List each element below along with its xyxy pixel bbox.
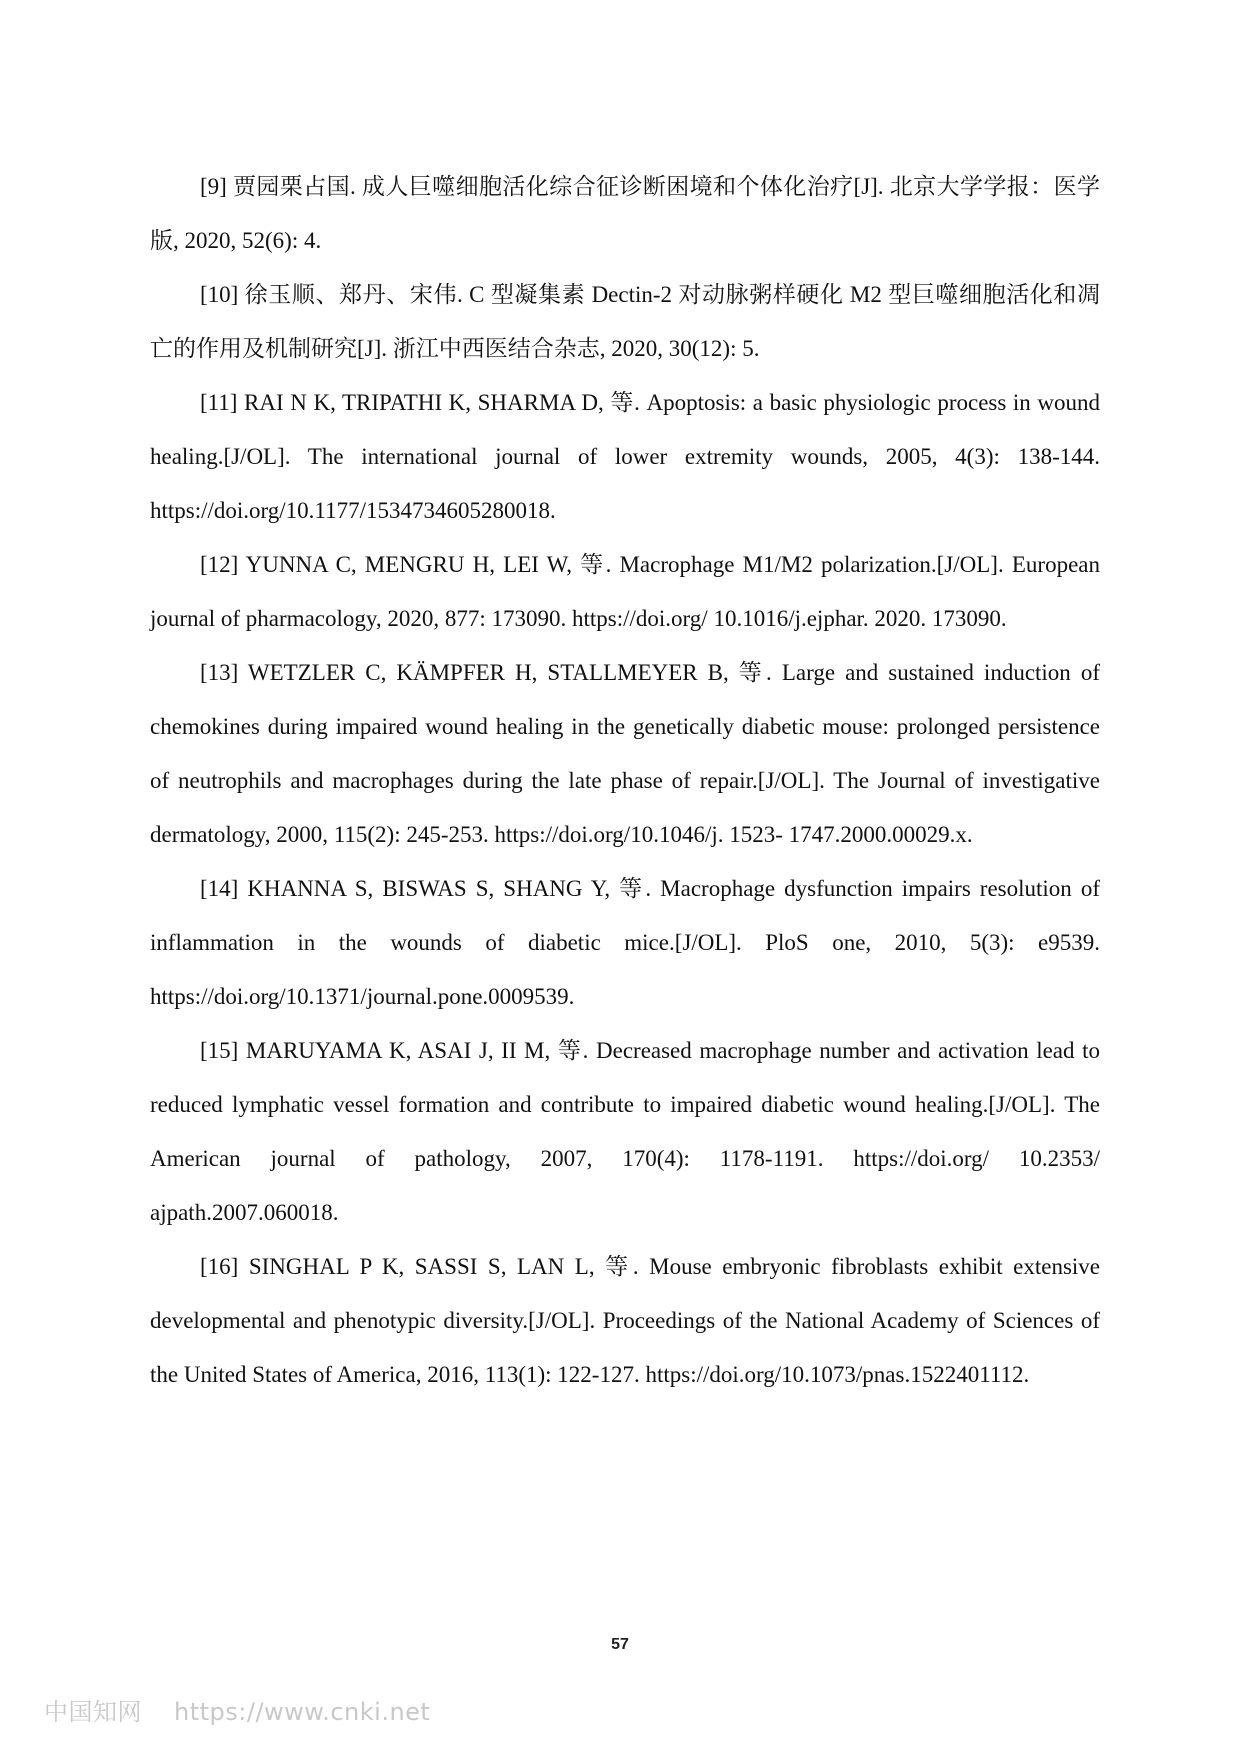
reference-entry-15: [15] MARUYAMA K, ASAI J, II M, 等. Decreased macrophage number and activation lead to reduced lymphatic vessel formation and contribute to impaired diabetic wound healing.[J/OL]. The American journal of pathology, 2007, 170(4): 1178-1191. https://doi.org/ 10.2353/ ajpath.2007.060018. xyxy=(150,1038,1100,1225)
watermark-brand: 中国知网 xyxy=(44,1698,142,1726)
watermark-url: https://www.cnki.net xyxy=(174,1698,431,1726)
reference-entry-10: [10] 徐玉顺、郑丹、宋伟. C 型凝集素 Dectin-2 对动脉粥样硬化 M2 型巨噬细胞活化和凋亡的作用及机制研究[J]. 浙江中西医结合杂志, 2020, 30(12): 5. xyxy=(150,282,1100,361)
reference-entry-13: [13] WETZLER C, KÄMPFER H, STALLMEYER B, 等. Large and sustained induction of chemokines during impaired wound healing in the genetically diabetic mouse: prolonged persistence of neutrophils and macrophages during the late phase of repair.[J/OL]. The Journal of investigative dermatology, 2000, 115(2): 245-253. https://doi.org/10.1046/j. 1523- 1747.2000.00029.x. xyxy=(150,660,1100,847)
page-number: 57 xyxy=(611,1636,629,1653)
reference-entry-14: [14] KHANNA S, BISWAS S, SHANG Y, 等. Macrophage dysfunction impairs resolution of inflammation in the wounds of diabetic mice.[J/OL]. PloS one, 2010, 5(3): e9539. https://doi.org/10.1371/journal.pone.0009539. xyxy=(150,876,1100,1009)
reference-list xyxy=(150,160,1100,1402)
cnki-watermark xyxy=(44,1692,430,1727)
reference-entry-9: [9] 贾园栗占国. 成人巨噬细胞活化综合征诊断困境和个体化治疗[J]. 北京大学学报：医学版, 2020, 52(6): 4. xyxy=(150,174,1100,253)
reference-entry-11: [11] RAI N K, TRIPATHI K, SHARMA D, 等. Apoptosis: a basic physiologic process in wound healing.[J/OL]. The international journal of lower extremity wounds, 2005, 4(3): 138-144. https://doi.org/10.1177/1534734605280018. xyxy=(150,390,1100,523)
reference-entry-12: [12] YUNNA C, MENGRU H, LEI W, 等. Macrophage M1/M2 polarization.[J/OL]. European journal of pharmacology, 2020, 877: 173090. https://doi.org/ 10.1016/j.ejphar. 2020. 173090. xyxy=(150,552,1100,631)
reference-entry-16: [16] SINGHAL P K, SASSI S, LAN L, 等. Mouse embryonic fibroblasts exhibit extensive developmental and phenotypic diversity.[J/OL]. Proceedings of the National Academy of Sciences of the United States of America, 2016, 113(1): 122-127. https://doi.org/10.1073/pnas.1522401112. xyxy=(150,1254,1100,1387)
